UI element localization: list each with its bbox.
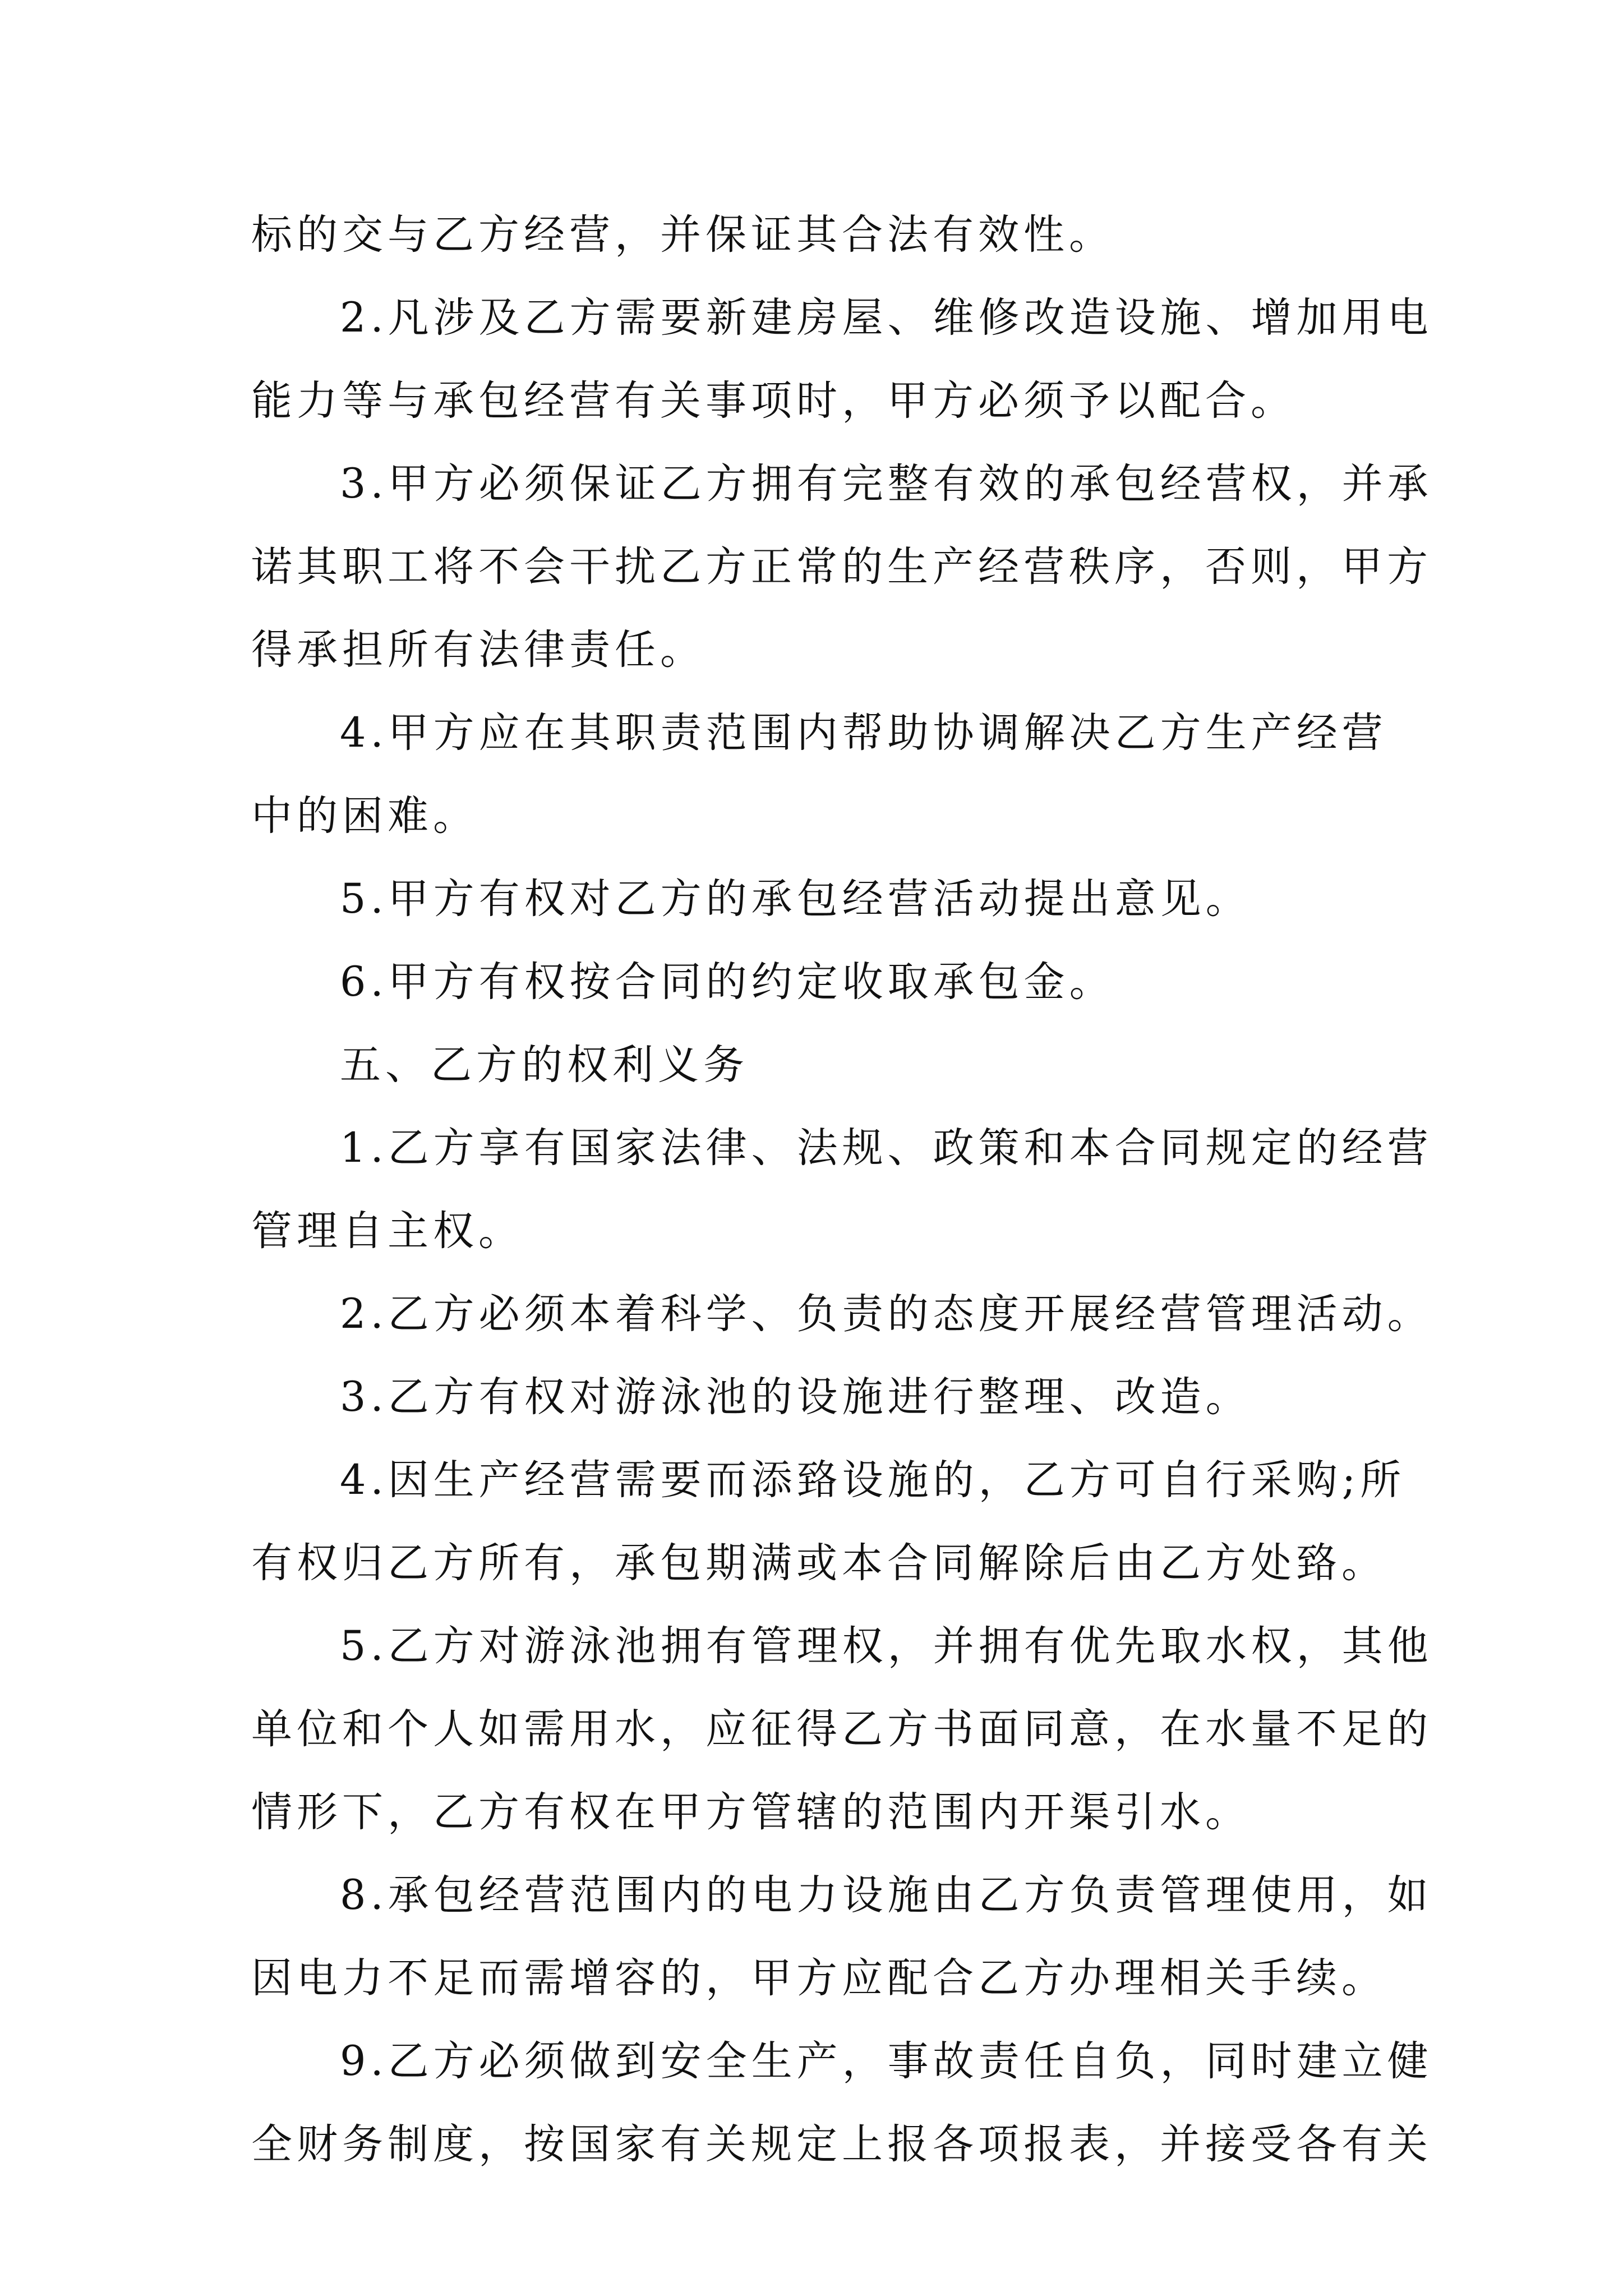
section-heading: 五、乙方的权利义务	[340, 1041, 749, 1089]
text-line: 4.因生产经营需要而添臵设施的，乙方可自行采购;所	[340, 1456, 1406, 1504]
text-line: 3.甲方必须保证乙方拥有完整有效的承包经营权，并承	[340, 460, 1433, 508]
text-line: 得承担所有法律责任。	[251, 626, 706, 674]
text-line: 8.承包经营范围内的电力设施由乙方负责管理使用，如	[340, 1871, 1433, 1919]
text-line: 5.甲方有权对乙方的承包经营活动提出意见。	[340, 875, 1251, 923]
text-line: 4.甲方应在其职责范围内帮助协调解决乙方生产经营	[340, 709, 1387, 757]
text-line: 诺其职工将不会干扰乙方正常的生产经营秩序，否则，甲方	[251, 543, 1432, 591]
text-line: 2.凡涉及乙方需要新建房屋、维修改造设施、增加用电	[340, 294, 1433, 342]
text-line: 标的交与乙方经营，并保证其合法有效性。	[251, 211, 1114, 259]
text-line: 6.甲方有权按合同的约定收取承包金。	[340, 958, 1115, 1006]
text-line: 2.乙方必须本着科学、负责的态度开展经营管理活动。	[340, 1290, 1433, 1338]
text-line: 能力等与承包经营有关事项时，甲方必须予以配合。	[251, 377, 1296, 425]
text-line: 3.乙方有权对游泳池的设施进行整理、改造。	[340, 1373, 1251, 1421]
text-line: 全财务制度，按国家有关规定上报各项报表，并接受各有关	[251, 2120, 1432, 2168]
text-line: 因电力不足而需增容的，甲方应配合乙方办理相关手续。	[251, 1954, 1387, 2002]
document-body	[251, 194, 1433, 2186]
text-line: 单位和个人如需用水，应征得乙方书面同意，在水量不足的	[251, 1705, 1432, 1753]
text-line: 情形下，乙方有权在甲方管辖的范围内开渠引水。	[251, 1788, 1251, 1836]
text-line: 有权归乙方所有，承包期满或本合同解除后由乙方处臵。	[251, 1539, 1387, 1587]
text-line: 9.乙方必须做到安全生产，事故责任自负，同时建立健	[340, 2037, 1433, 2085]
text-line: 管理自主权。	[251, 1207, 524, 1255]
text-line: 1.乙方享有国家法律、法规、政策和本合同规定的经营	[340, 1124, 1433, 1172]
text-line: 5.乙方对游泳池拥有管理权，并拥有优先取水权，其他	[340, 1622, 1433, 1670]
text-line: 中的困难。	[251, 792, 478, 840]
